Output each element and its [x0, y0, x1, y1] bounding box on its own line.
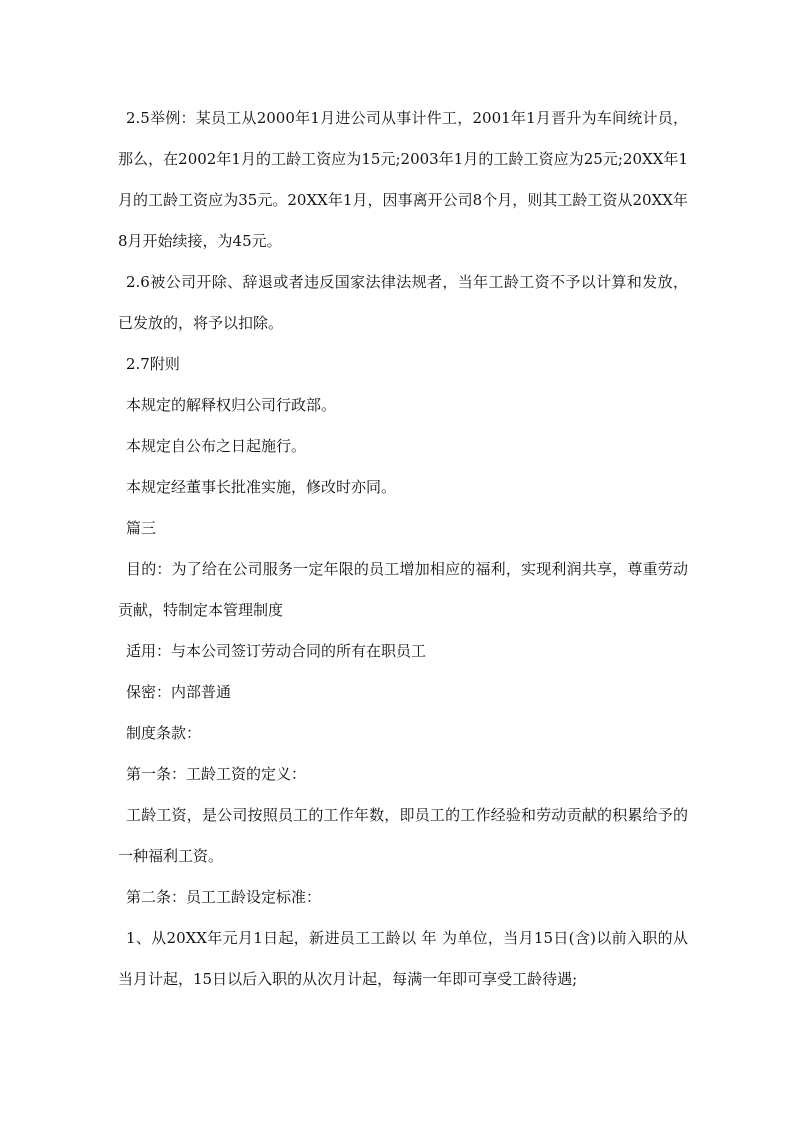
paragraph-effective-date: 本规定自公布之日起施行。	[126, 437, 307, 455]
paragraph-article-one-heading: 第一条：工龄工资的定义：	[126, 765, 307, 783]
section-heading-part-three: 篇三	[126, 519, 157, 537]
paragraph-policy-terms-heading: 制度条款：	[126, 724, 202, 742]
paragraph-approval: 本规定经董事长批准实施，修改时亦同。	[126, 478, 397, 496]
document-body	[118, 98, 688, 1000]
paragraph-seniority-standard-1: 1、从20XX年元月1日起，新进员工工龄以 年 为单位，当月15日(含)以前入职的从当月计起，15日以后入职的从次月计起，每满一年即可享受工龄待遇;	[118, 929, 688, 988]
paragraph-seniority-pay-definition: 工龄工资，是公司按照员工的工作年数，即员工的工作经验和劳动贡献的积累给予的一种福利工资。	[118, 806, 688, 865]
paragraph-confidentiality: 保密：内部普通	[126, 683, 232, 701]
paragraph-interpretation: 本规定的解释权归公司行政部。	[126, 396, 337, 414]
paragraph-article-two-heading: 第二条：员工工龄设定标准：	[126, 888, 322, 906]
paragraph-appendix-heading: 2.7附则	[126, 355, 180, 373]
paragraph-clause-2-6: 2.6被公司开除、辞退或者违反国家法律法规者，当年工龄工资不予以计算和发放，已发放的，将予以扣除。	[118, 273, 688, 332]
paragraph-purpose: 目的：为了给在公司服务一定年限的员工增加相应的福利，实现利润共享，尊重劳动贡献，特制定本管理制度	[118, 560, 688, 619]
paragraph-scope: 适用：与本公司签订劳动合同的所有在职员工	[126, 642, 427, 660]
paragraph-example-2-5: 2.5举例：某员工从2000年1月进公司从事计件工，2001年1月晋升为车间统计员，那么，在2002年1月的工龄工资应为15元;2003年1月的工龄工资应为25元;20XX年1月的工龄工资应为35元。20XX年1月，因事离开公司8个月，则其工龄工资从20XX年8月开始续接，为45元。	[118, 109, 688, 250]
